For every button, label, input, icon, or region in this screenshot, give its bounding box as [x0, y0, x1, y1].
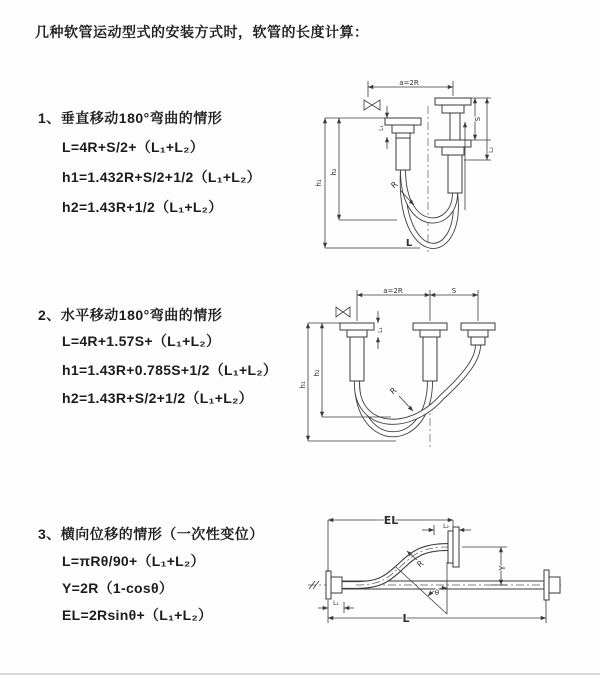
section-2-formula-L: L=4R+1.57S+（L₁+L₂）	[62, 333, 221, 349]
section-1-heading: 1、垂直移动180°弯曲的情形	[38, 110, 223, 126]
moving-end-fitting	[435, 98, 471, 193]
moving-end-fitting-initial	[413, 323, 447, 381]
diagram-horizontal-180-bend	[296, 283, 594, 461]
fixed-end-fitting	[385, 118, 421, 170]
left-flange	[326, 571, 342, 599]
dim-label-s: S	[474, 116, 482, 122]
diagram-lateral-displacement	[296, 500, 594, 665]
angle-construction	[396, 562, 447, 614]
dim-label-h2: h₂	[330, 168, 338, 176]
right-flange	[544, 570, 560, 600]
section-1-formula-L: L=4R+S/2+（L₁+L₂）	[62, 139, 205, 155]
braid-section	[448, 155, 462, 193]
dim-label-el: EL	[383, 514, 399, 527]
dim-label-l1: L₁	[377, 327, 384, 333]
dim-label-l1: L₁	[333, 600, 339, 607]
fixed-end-fitting	[340, 323, 374, 381]
dim-label-theta: θ	[434, 589, 440, 597]
hose-curve	[341, 547, 448, 585]
dim-label-l2: L₂	[488, 147, 495, 153]
dim-label-l1: L₁	[378, 125, 385, 131]
dim-label-span: a=2R	[399, 79, 419, 87]
dim-label-length: L	[402, 612, 410, 625]
dim-label-span: a=2R	[383, 287, 403, 295]
diagram-vertical-180-bend	[312, 70, 580, 275]
dim-label-h1: h₁	[315, 179, 323, 187]
dim-label-s: S	[451, 287, 457, 295]
section-3-formula-EL: EL=2Rsinθ+（L₁+L₂）	[62, 607, 213, 623]
braid-section	[396, 138, 410, 170]
section-2-formula-h2: h2=1.43R+S/2+1/2（L₁+L₂）	[62, 390, 253, 406]
dim-label-h2: h₂	[313, 369, 321, 377]
dim-label-length: L	[405, 238, 413, 249]
dim-label-r: R	[415, 558, 426, 570]
section-2-formula-h1: h1=1.43R+0.785S+1/2（L₁+L₂）	[62, 362, 278, 378]
section-3-formula-L: L=πRθ/90+（L₁+L₂）	[62, 553, 205, 569]
valve-icon	[336, 307, 350, 317]
braid-section	[423, 337, 437, 381]
page-title: 几种软管运动型式的安装方式时，软管的长度计算：	[35, 24, 369, 40]
raised-flange	[448, 527, 459, 567]
section-3-formula-Y: Y=2R（1-cosθ）	[62, 580, 174, 596]
dim-label-y: Y	[498, 565, 507, 571]
section-3-heading: 3、横向位移的情形（一次性变位）	[38, 526, 264, 542]
hose-curves	[357, 345, 478, 434]
dim-label-h1: h₁	[299, 381, 307, 389]
section-1-formula-h2: h2=1.43R+1/2（L₁+L₂）	[62, 199, 223, 215]
braid-section	[350, 337, 364, 381]
dimension-lines	[308, 290, 478, 441]
dimension-lines	[318, 520, 546, 623]
dim-label-r: R	[388, 385, 399, 397]
section-1-formula-h1: h1=1.432R+S/2+1/2（L₁+L₂）	[62, 169, 261, 185]
dim-label-r: R	[389, 179, 400, 191]
section-2-heading: 2、水平移动180°弯曲的情形	[38, 307, 223, 323]
valve-icon	[364, 100, 380, 110]
dim-label-l2: L₂	[443, 523, 449, 530]
moving-end-fitting-displaced	[461, 323, 495, 345]
